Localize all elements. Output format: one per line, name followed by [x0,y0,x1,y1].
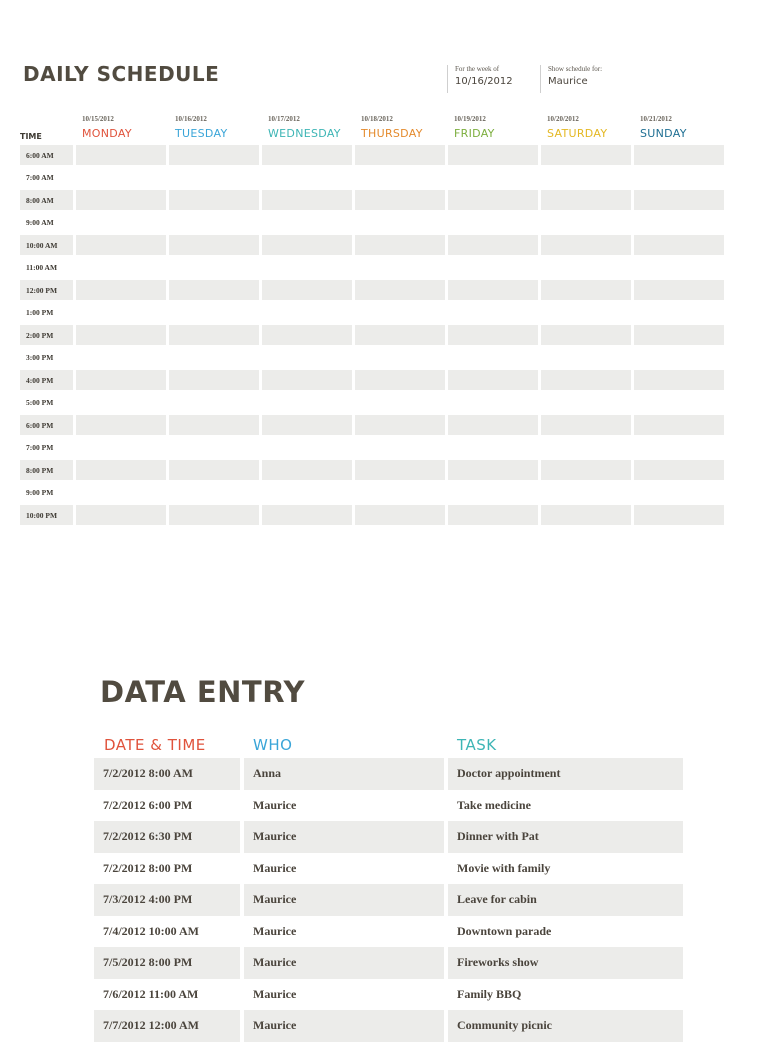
show-schedule-field[interactable] [540,65,602,93]
schedule-title: DAILY SCHEDULE [23,62,220,86]
time-label: 10:00 AM [20,235,73,255]
task-cell[interactable]: Family BBQ [457,986,522,1001]
schedule-cell[interactable] [169,348,259,368]
schedule-cell[interactable] [262,213,352,233]
who-cell[interactable]: Maurice [253,797,297,812]
data-entry-table [94,758,683,1042]
table-row [94,758,683,790]
schedule-cell[interactable] [169,213,259,233]
day-date: 10/16/2012 [175,115,207,123]
time-label: 7:00 PM [26,443,54,452]
schedule-row [20,168,727,188]
show-schedule-value[interactable]: Maurice [548,76,588,87]
week-of-label: For the week of [455,65,500,73]
time-label: 2:00 PM [20,325,73,345]
task-cell[interactable]: Take medicine [457,797,531,812]
schedule-cell[interactable] [76,370,166,390]
schedule-cell[interactable] [355,280,445,300]
schedule-cell[interactable] [541,370,631,390]
day-name: WEDNESDAY [268,127,341,140]
schedule-cell[interactable] [355,415,445,435]
week-of-value[interactable]: 10/16/2012 [455,76,513,87]
schedule-row [20,460,727,480]
day-name: THURSDAY [361,127,423,140]
task-cell[interactable]: Leave for cabin [448,884,683,916]
schedule-cell[interactable] [448,505,538,525]
schedule-cell[interactable] [262,190,352,210]
time-label: 1:00 PM [26,308,54,317]
schedule-cell[interactable] [634,348,724,368]
schedule-cell[interactable] [262,145,352,165]
schedule-cell[interactable] [262,483,352,503]
schedule-cell[interactable] [76,460,166,480]
schedule-cell[interactable] [448,393,538,413]
schedule-cell[interactable] [169,415,259,435]
time-label: 11:00 AM [26,263,58,272]
date-cell[interactable]: 7/2/2012 6:30 PM [94,821,240,853]
schedule-cell[interactable] [262,348,352,368]
schedule-cell[interactable] [169,370,259,390]
schedule-cell[interactable] [634,190,724,210]
schedule-row [20,190,727,210]
schedule-cell[interactable] [76,505,166,525]
table-row [94,916,683,948]
day-header-saturday [541,113,631,145]
day-date: 10/21/2012 [640,115,672,123]
schedule-cell[interactable] [262,460,352,480]
schedule-cell[interactable] [262,415,352,435]
day-header-wednesday [262,113,352,145]
date-cell[interactable]: 7/4/2012 10:00 AM [103,923,199,938]
schedule-cell[interactable] [541,325,631,345]
schedule-cell[interactable] [541,303,631,323]
schedule-cell[interactable] [169,303,259,323]
schedule-cell[interactable] [262,168,352,188]
time-label: 7:00 AM [26,173,54,182]
schedule-cell[interactable] [76,393,166,413]
schedule-cell[interactable] [541,505,631,525]
table-row [94,979,683,1011]
schedule-cell[interactable] [355,190,445,210]
schedule-cell[interactable] [355,348,445,368]
time-label: 8:00 AM [20,190,73,210]
schedule-cell[interactable] [634,168,724,188]
schedule-cell[interactable] [169,393,259,413]
schedule-cell[interactable] [76,190,166,210]
schedule-cell[interactable] [448,145,538,165]
time-label: 12:00 PM [20,280,73,300]
day-name: FRIDAY [454,127,495,140]
schedule-cell[interactable] [448,190,538,210]
day-name: MONDAY [82,127,132,140]
schedule-cell[interactable] [76,483,166,503]
time-label: 4:00 PM [20,370,73,390]
schedule-cell[interactable] [541,190,631,210]
schedule-cell[interactable] [355,438,445,458]
schedule-cell[interactable] [634,483,724,503]
schedule-cell[interactable] [448,303,538,323]
schedule-cell[interactable] [541,235,631,255]
schedule-row [20,415,727,435]
schedule-cell[interactable] [541,483,631,503]
schedule-row [20,280,727,300]
schedule-cell[interactable] [76,235,166,255]
task-column-header: TASK [457,736,497,754]
time-label: 10:00 PM [20,505,73,525]
time-label: 6:00 AM [20,145,73,165]
table-row [94,821,683,853]
day-date: 10/18/2012 [361,115,393,123]
day-date: 10/17/2012 [268,115,300,123]
schedule-cell[interactable] [634,460,724,480]
table-row [94,884,683,916]
show-schedule-label: Show schedule for: [548,65,603,73]
schedule-cell[interactable] [76,168,166,188]
table-row [94,1010,683,1042]
schedule-cell[interactable] [448,280,538,300]
day-date: 10/20/2012 [547,115,579,123]
schedule-cell[interactable] [169,325,259,345]
schedule-cell[interactable] [169,145,259,165]
schedule-cell[interactable] [355,370,445,390]
who-cell[interactable]: Maurice [244,1010,444,1042]
schedule-cell[interactable] [634,258,724,278]
day-header-monday [76,113,166,145]
day-name: SUNDAY [640,127,687,140]
time-label: 9:00 PM [26,488,54,497]
schedule-cell[interactable] [169,438,259,458]
schedule-cell[interactable] [541,438,631,458]
day-name: TUESDAY [175,127,228,140]
schedule-row [20,325,727,345]
schedule-cell[interactable] [262,370,352,390]
schedule-cell[interactable] [541,415,631,435]
schedule-cell[interactable] [355,483,445,503]
schedule-cell[interactable] [262,325,352,345]
schedule-row [20,303,727,323]
schedule-cell[interactable] [262,438,352,458]
schedule-row [20,348,727,368]
day-header-sunday [634,113,724,145]
who-cell[interactable]: Maurice [244,821,444,853]
schedule-row [20,505,727,525]
date-cell[interactable]: 7/2/2012 8:00 PM [103,860,193,875]
schedule-cell[interactable] [634,235,724,255]
schedule-row [20,235,727,255]
schedule-cell[interactable] [76,303,166,323]
schedule-row [20,483,727,503]
day-header-tuesday [169,113,259,145]
schedule-cell[interactable] [448,235,538,255]
schedule-cell[interactable] [634,145,724,165]
date-cell[interactable]: 7/2/2012 6:00 PM [103,797,193,812]
schedule-cell[interactable] [634,370,724,390]
schedule-cell[interactable] [76,438,166,458]
schedule-cell[interactable] [448,325,538,345]
task-cell[interactable]: Fireworks show [448,947,683,979]
schedule-header-row [20,113,727,145]
schedule-cell[interactable] [634,213,724,233]
schedule-cell[interactable] [355,505,445,525]
schedule-row [20,258,727,278]
schedule-cell[interactable] [355,460,445,480]
date-cell[interactable]: 7/3/2012 4:00 PM [94,884,240,916]
task-cell[interactable]: Doctor appointment [448,758,683,790]
who-cell[interactable]: Maurice [253,860,297,875]
time-label: 5:00 PM [26,398,54,407]
schedule-cell[interactable] [634,393,724,413]
schedule-cell[interactable] [76,145,166,165]
table-row [94,853,683,885]
schedule-cell[interactable] [541,348,631,368]
date-cell[interactable]: 7/2/2012 8:00 AM [94,758,240,790]
schedule-cell[interactable] [448,460,538,480]
schedule-cell[interactable] [355,393,445,413]
schedule-cell[interactable] [355,303,445,323]
schedule-cell[interactable] [355,235,445,255]
time-label: 8:00 PM [20,460,73,480]
schedule-cell[interactable] [448,168,538,188]
schedule-cell[interactable] [634,325,724,345]
schedule-cell[interactable] [634,415,724,435]
schedule-cell[interactable] [541,213,631,233]
schedule-cell[interactable] [169,505,259,525]
task-cell[interactable]: Downtown parade [457,923,552,938]
schedule-cell[interactable] [169,168,259,188]
schedule-cell[interactable] [448,213,538,233]
schedule-cell[interactable] [355,168,445,188]
data-entry-title: DATA ENTRY [100,675,305,709]
schedule-cell[interactable] [448,348,538,368]
schedule-cell[interactable] [262,505,352,525]
schedule-cell[interactable] [76,280,166,300]
schedule-cell[interactable] [448,438,538,458]
schedule-cell[interactable] [448,258,538,278]
date-cell[interactable]: 7/7/2012 12:00 AM [94,1010,240,1042]
schedule-cell[interactable] [76,415,166,435]
task-cell[interactable]: Dinner with Pat [448,821,683,853]
schedule-cell[interactable] [169,258,259,278]
schedule-cell[interactable] [169,483,259,503]
day-date: 10/15/2012 [82,115,114,123]
weekly-schedule-grid [20,113,727,528]
schedule-cell[interactable] [634,505,724,525]
time-label: 3:00 PM [26,353,54,362]
schedule-cell[interactable] [355,213,445,233]
time-label: 6:00 PM [20,415,73,435]
schedule-cell[interactable] [76,325,166,345]
table-row [94,790,683,822]
schedule-cell[interactable] [355,258,445,278]
schedule-cell[interactable] [541,258,631,278]
schedule-cell[interactable] [169,190,259,210]
day-header-friday [448,113,538,145]
schedule-row [20,393,727,413]
who-cell[interactable]: Anna [244,758,444,790]
schedule-cell[interactable] [76,348,166,368]
date-cell[interactable]: 7/5/2012 8:00 PM [94,947,240,979]
schedule-cell[interactable] [262,235,352,255]
who-cell[interactable]: Maurice [244,947,444,979]
schedule-cell[interactable] [262,303,352,323]
schedule-cell[interactable] [634,303,724,323]
task-cell[interactable]: Movie with family [457,860,551,875]
time-column-header: TIME [20,132,42,141]
schedule-cell[interactable] [541,168,631,188]
day-header-thursday [355,113,445,145]
schedule-cell[interactable] [448,483,538,503]
time-label: 9:00 AM [26,218,54,227]
schedule-cell[interactable] [76,258,166,278]
schedule-cell[interactable] [355,145,445,165]
schedule-cell[interactable] [169,280,259,300]
schedule-cell[interactable] [169,235,259,255]
schedule-cell[interactable] [76,213,166,233]
schedule-row [20,370,727,390]
schedule-cell[interactable] [448,415,538,435]
who-cell[interactable]: Maurice [253,986,297,1001]
schedule-cell[interactable] [355,325,445,345]
schedule-cell[interactable] [169,460,259,480]
week-of-field[interactable] [447,65,513,93]
schedule-cell[interactable] [262,280,352,300]
schedule-cell[interactable] [448,370,538,390]
who-cell[interactable]: Maurice [244,884,444,916]
who-cell[interactable]: Maurice [253,923,297,938]
day-date: 10/19/2012 [454,115,486,123]
schedule-cell[interactable] [541,145,631,165]
schedule-cell[interactable] [541,460,631,480]
date-time-column-header: DATE & TIME [104,736,206,754]
schedule-cell[interactable] [541,280,631,300]
schedule-cell[interactable] [541,393,631,413]
schedule-row [20,213,727,233]
schedule-row [20,145,727,165]
table-row [94,947,683,979]
schedule-cell[interactable] [634,438,724,458]
schedule-cell[interactable] [262,393,352,413]
who-column-header: WHO [253,736,293,754]
schedule-cell[interactable] [262,258,352,278]
task-cell[interactable]: Community picnic [448,1010,683,1042]
date-cell[interactable]: 7/6/2012 11:00 AM [103,986,199,1001]
schedule-cell[interactable] [634,280,724,300]
schedule-row [20,438,727,458]
day-name: SATURDAY [547,127,608,140]
